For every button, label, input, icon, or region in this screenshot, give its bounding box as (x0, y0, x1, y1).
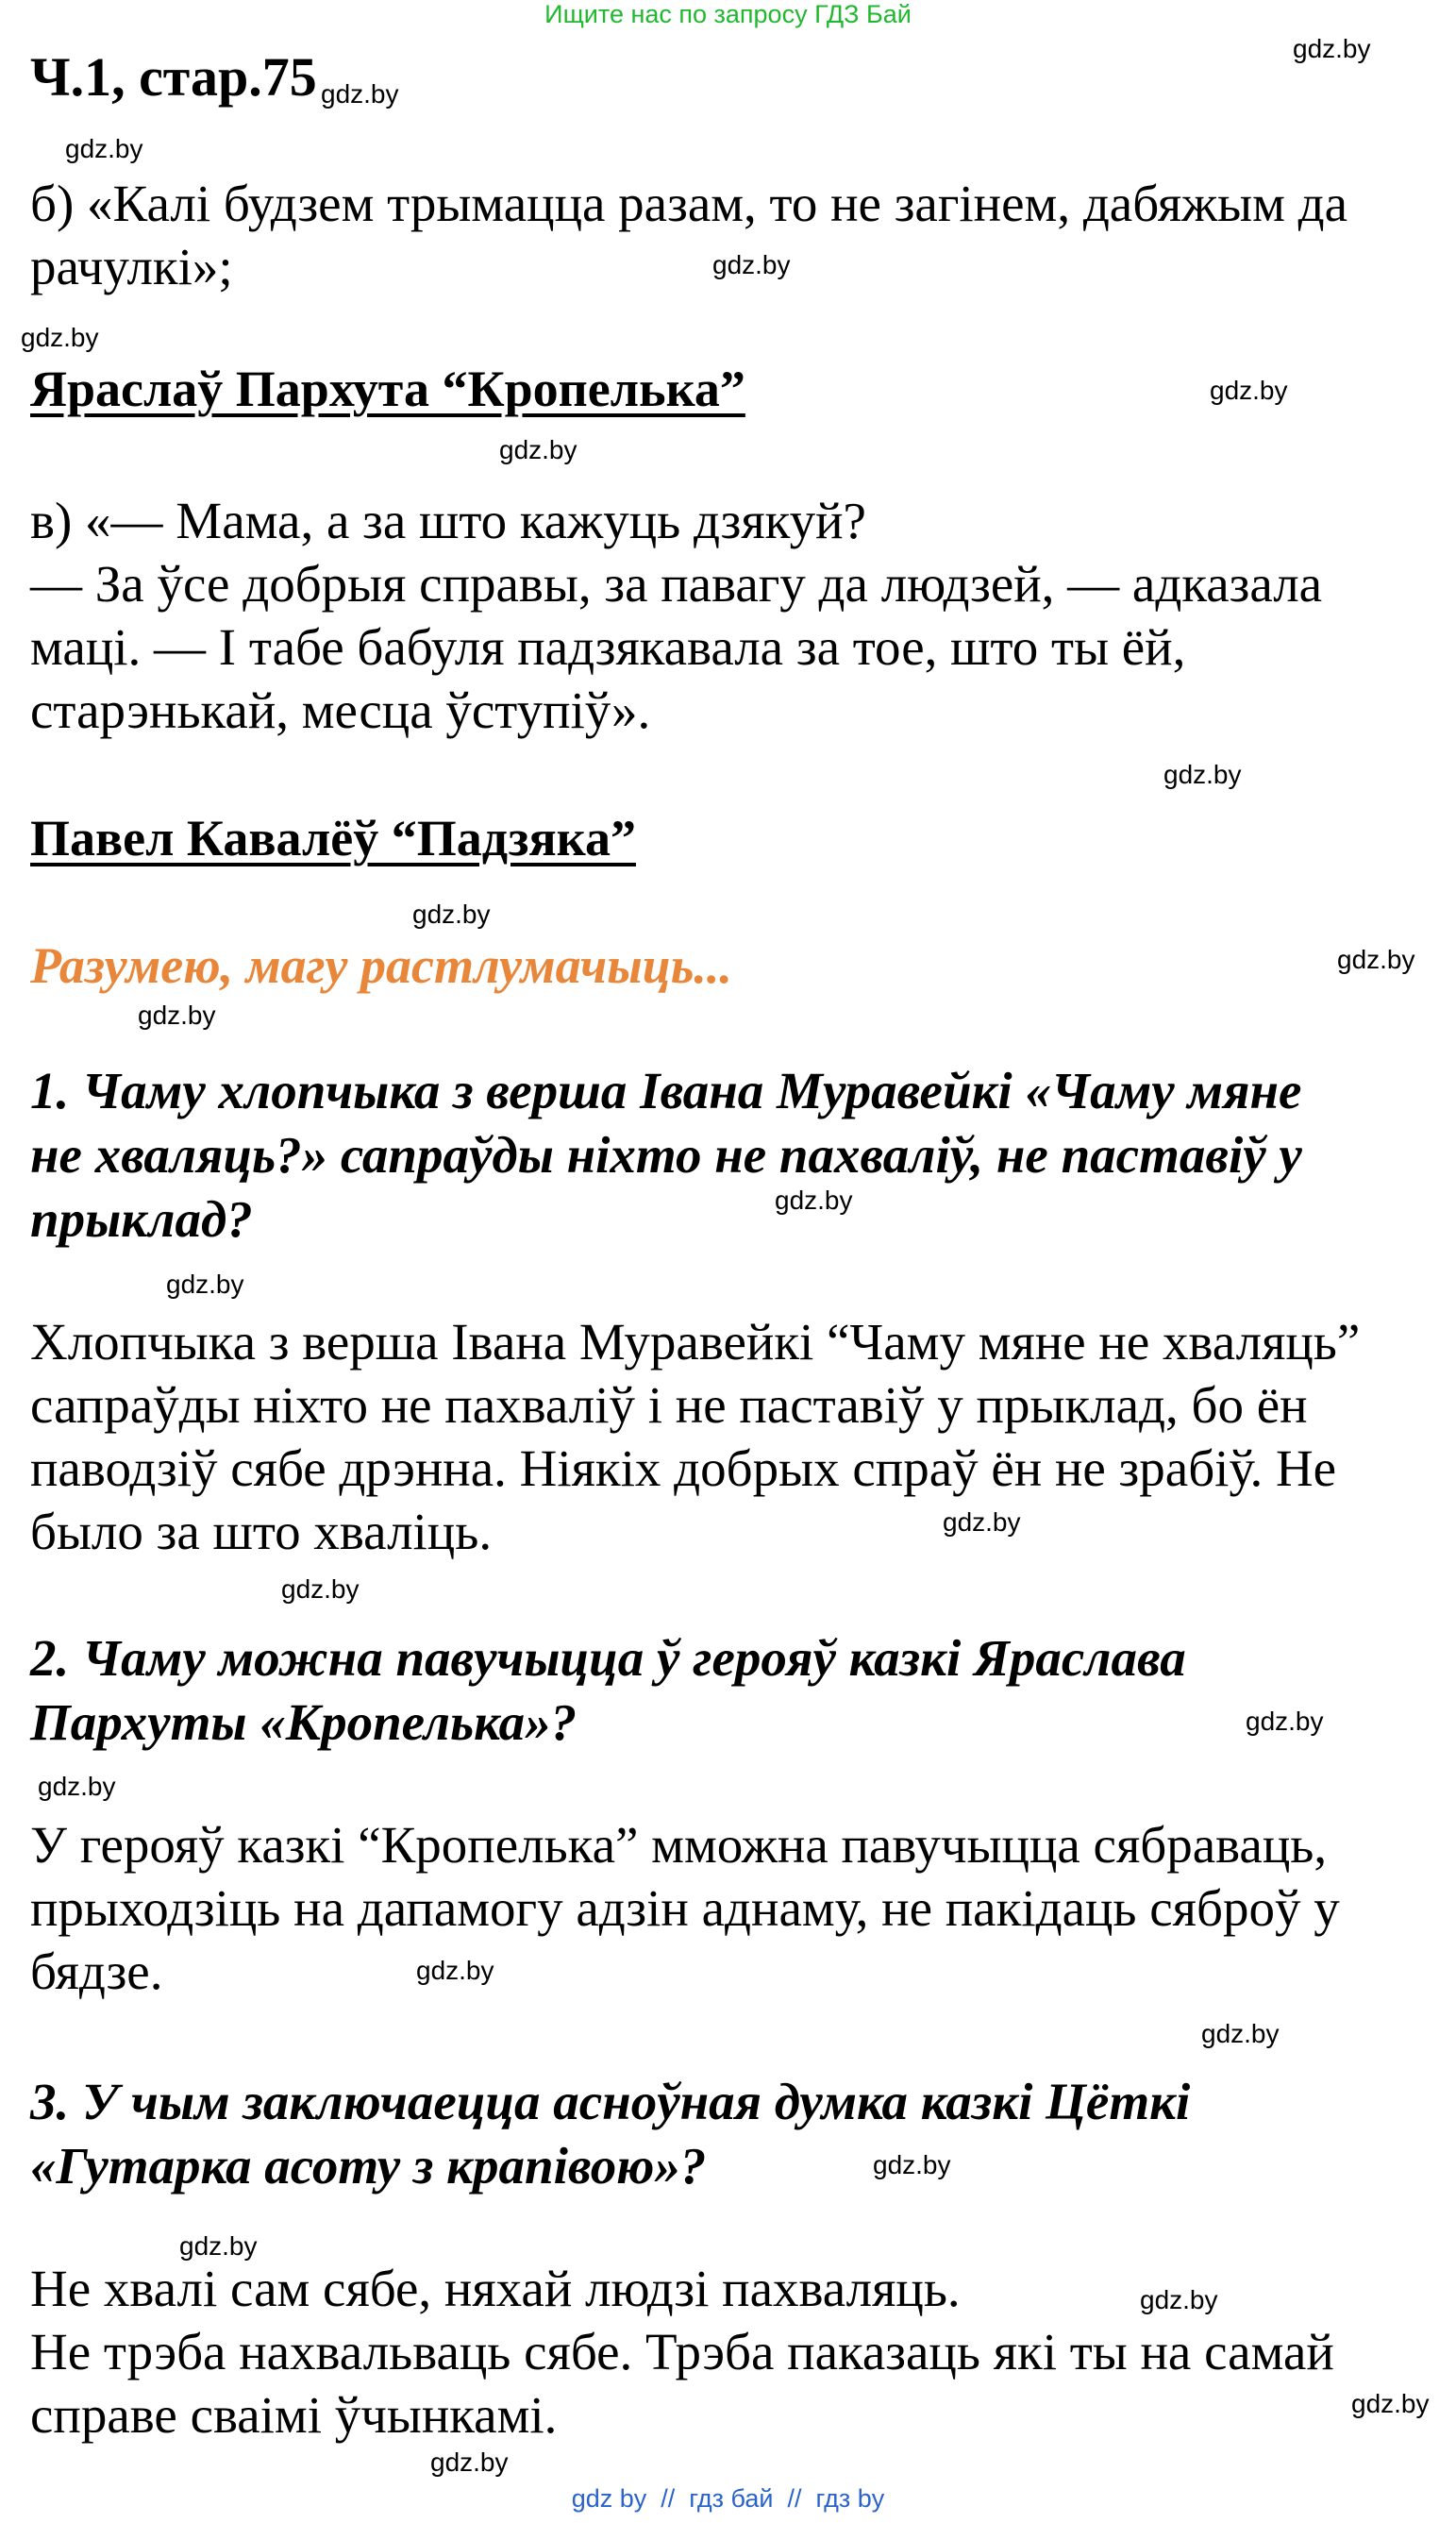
question-3-line-2: «Гутарка асоту з крапівою»? (30, 2137, 707, 2195)
watermark: gdz.by (873, 2150, 951, 2179)
watermark: gdz.by (179, 2231, 258, 2261)
watermark: gdz.by (712, 250, 791, 279)
section-title: Разумею, магу растлумачыць... (30, 937, 732, 994)
watermark: gdz.by (943, 1507, 1021, 1537)
question-3-line-1: 3. У чым заключаецца асноўная думка казкі Цёткі (30, 2073, 1191, 2130)
question-3 (30, 2070, 1425, 2198)
watermark: gdz.by (281, 1574, 360, 1604)
watermark: gdz.by (1293, 34, 1371, 63)
watermark: gdz.by (321, 79, 399, 109)
answer-3-line-2: Не трэба нахвальваць сябе. Трэба паказаць які ты на самай (30, 2323, 1334, 2380)
watermark: gdz.by (138, 1001, 216, 1030)
watermark: gdz.by (430, 2447, 509, 2477)
question-2-line-2: Пархуты «Кропелька»? (30, 1693, 577, 1751)
answer-1-line-4: было за што хваліць. (30, 1503, 493, 1560)
answer-2 (30, 1813, 1425, 2003)
answer-b-line-1: б) «Калі будзем трымацца разам, то не загінем, дабяжым да (30, 175, 1348, 232)
answer-1-line-2: сапраўды ніхто не пахваліў і не паставіў у прыклад, бо ён (30, 1376, 1308, 1434)
answer-b-line-2: рачулкі»; (30, 238, 233, 295)
watermark: gdz.by (416, 1956, 494, 1985)
answer-v-line-2: — За ўсе добрыя справы, за павагу да людзей, — адказала (30, 555, 1323, 613)
question-2-line-1: 2. Чаму можна павучыцца ў герояў казкі Яраслава (30, 1629, 1186, 1687)
page-title: Ч.1, стар.75 (30, 46, 317, 108)
heading-kropelka: Яраслаў Пархута “Кропелька” (30, 361, 745, 417)
answer-1 (30, 1310, 1425, 1563)
answer-1-line-1: Хлопчыка з верша Івана Муравейкі “Чаму мяне не хваляць” (30, 1313, 1361, 1371)
answer-v-line-1: в) «— Мама, а за што кажуць дзякуй? (30, 492, 866, 549)
watermark: gdz.by (1246, 1707, 1324, 1736)
watermark: gdz.by (65, 134, 143, 163)
question-1-line-2: не хваляць?» сапраўды ніхто не пахваліў, не паставіў у (30, 1126, 1302, 1184)
watermark: gdz.by (1201, 2019, 1280, 2048)
answer-v (30, 489, 1425, 742)
watermark: gdz.by (499, 435, 577, 464)
answer-2-line-1: У герояў казкі “Кропелька” мможна павучыцца сябраваць, (30, 1816, 1328, 1874)
watermark: gdz.by (1210, 376, 1288, 405)
question-1 (30, 1059, 1425, 1252)
watermark: gdz.by (1351, 2389, 1430, 2418)
question-1-line-1: 1. Чаму хлопчыка з верша Івана Муравейкі «Чаму мяне (30, 1062, 1302, 1119)
watermark: gdz.by (412, 900, 491, 929)
answer-1-line-3: паводзіў сябе дрэнна. Ніякіх добрых спраў ён не зрабіў. Не (30, 1439, 1337, 1497)
watermark: gdz.by (1163, 760, 1242, 789)
bottom-banner[interactable]: gdz by // гдз бай // гдз by (571, 2484, 885, 2513)
question-1-line-3: прыклад? (30, 1190, 253, 1248)
watermark: gdz.by (21, 323, 99, 352)
top-banner[interactable]: Ищите нас по запросу ГДЗ Бай (544, 0, 912, 28)
watermark: gdz.by (775, 1186, 853, 1215)
heading-padziaka: Павел Кавалёў “Падзяка” (30, 810, 636, 866)
watermark: gdz.by (1337, 945, 1415, 974)
watermark: gdz.by (166, 1270, 244, 1299)
watermark: gdz.by (1140, 2285, 1218, 2314)
answer-2-line-3: бядзе. (30, 1943, 163, 2000)
answer-2-line-2: прыходзіць на дапамогу адзін аднаму, не пакідаць сяброў у (30, 1879, 1340, 1937)
watermark: gdz.by (38, 1772, 116, 1801)
answer-3-line-3: справе сваімі ўчынкамі. (30, 2386, 558, 2444)
question-2 (30, 1626, 1425, 1755)
answer-3-line-1: Не хвалі сам сябе, няхай людзі пахваляць. (30, 2260, 961, 2317)
answer-v-line-3: маці. — І табе бабуля падзякавала за тое, што ты ёй, (30, 618, 1186, 676)
answer-v-line-4: старэнькай, месца ўступіў». (30, 681, 651, 739)
